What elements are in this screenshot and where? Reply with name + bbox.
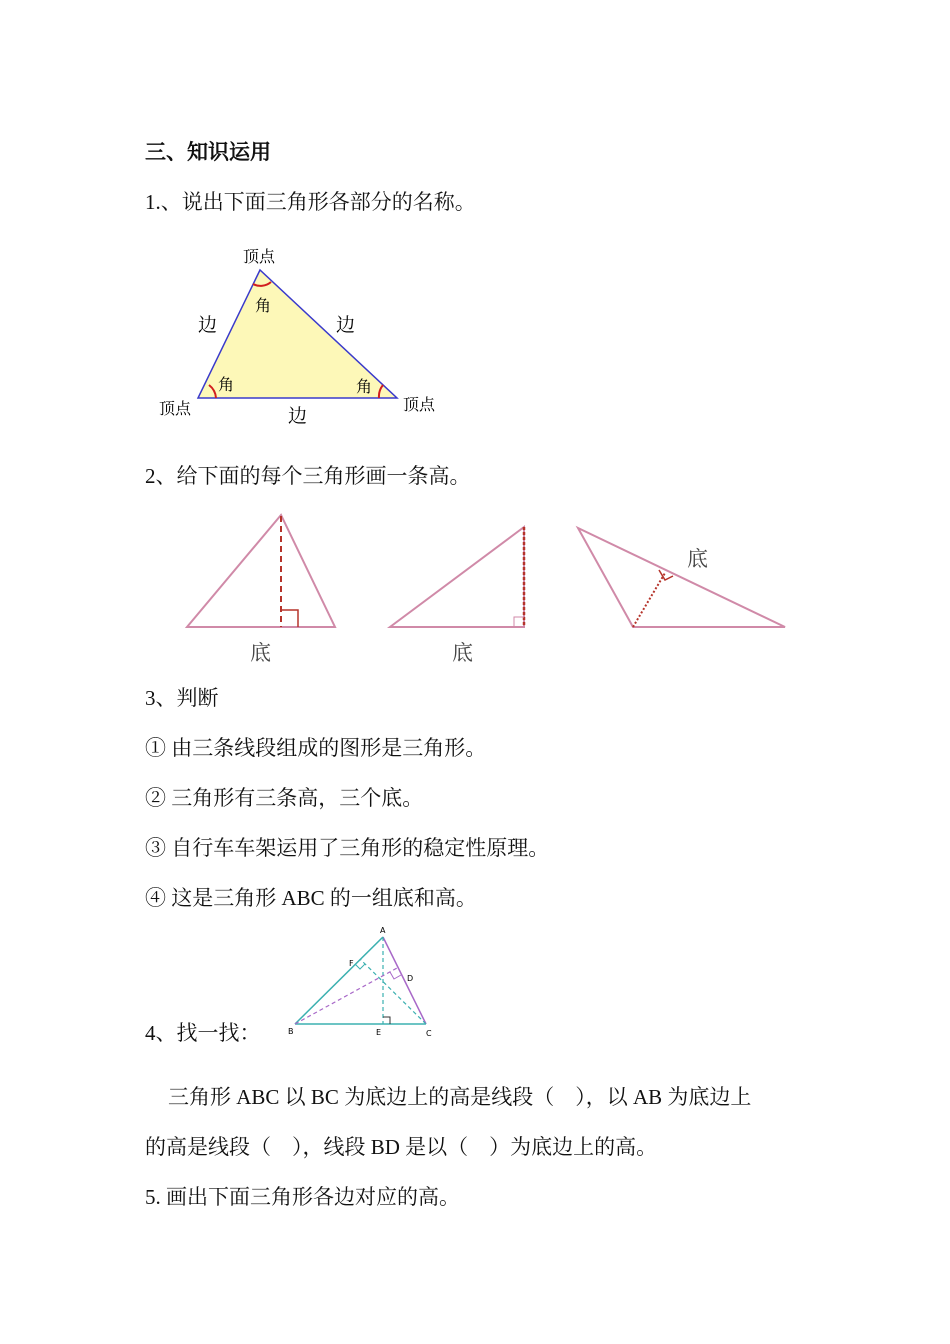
- base-label-2: 底: [452, 641, 473, 665]
- label-angle-top: 角: [255, 296, 272, 315]
- point-a-label: A: [380, 926, 386, 935]
- label-vertex-top: 顶点: [243, 247, 276, 266]
- right-angle-mark-2: [514, 617, 524, 627]
- height-drawing-figure: [170, 500, 810, 670]
- label-side-right: 边: [336, 314, 356, 336]
- base-label-3: 底: [687, 547, 708, 571]
- question-4-text: 4、找一找：: [145, 1021, 261, 1045]
- label-side-bottom: 边: [288, 405, 308, 427]
- right-angle-f: [355, 964, 365, 969]
- question-4-line-2: 的高是线段（ ），线段 BD 是以（ ）为底边上的高。: [145, 1135, 658, 1159]
- label-vertex-left: 顶点: [159, 399, 192, 418]
- side-ac: [383, 937, 426, 1024]
- point-d-label: D: [407, 974, 414, 983]
- label-side-left: 边: [198, 314, 218, 336]
- judgment-item-2: ② 三角形有三条高，三个底。: [145, 786, 424, 810]
- judgment-item-3: ③ 自行车车架运用了三角形的稳定性原理。: [145, 836, 550, 860]
- question-3-text: 3、判断: [145, 686, 219, 710]
- point-f-label: F: [349, 959, 354, 968]
- judgment-item-1: ① 由三条线段组成的图形是三角形。: [145, 736, 487, 760]
- label-vertex-right: 顶点: [403, 395, 436, 414]
- height-cf: [360, 959, 426, 1024]
- triangle-1: [187, 515, 335, 627]
- question-2-text: 2、给下面的每个三角形画一条高。: [145, 464, 471, 488]
- question-4-line-1: 三角形 ABC 以 BC 为底边上的高是线段（ ），以 AB 为底边上: [168, 1085, 752, 1109]
- question-1-text: 1.、说出下面三角形各部分的名称。: [145, 190, 476, 214]
- right-angle-d: [390, 972, 401, 979]
- triangle-2: [390, 527, 524, 627]
- base-label-1: 底: [250, 641, 271, 665]
- height-bd: [295, 968, 397, 1024]
- triangle-3-height: [633, 573, 665, 627]
- right-angle-e: [383, 1017, 390, 1024]
- triangle-3: [578, 528, 785, 627]
- label-angle-right: 角: [356, 377, 373, 396]
- section-title: 三、知识运用: [145, 140, 271, 164]
- label-angle-left: 角: [218, 375, 235, 394]
- point-c-label: C: [426, 1029, 432, 1038]
- point-e-label: E: [376, 1028, 382, 1037]
- triangle-parts-figure: [150, 240, 460, 435]
- side-ab: [295, 937, 383, 1024]
- judgment-item-4: ④ 这是三角形 ABC 的一组底和高。: [145, 886, 477, 910]
- right-angle-mark-1: [281, 610, 298, 627]
- triangle-abc-figure: [280, 922, 445, 1044]
- point-b-label: B: [288, 1027, 294, 1036]
- question-5-text: 5. 画出下面三角形各边对应的高。: [145, 1185, 460, 1209]
